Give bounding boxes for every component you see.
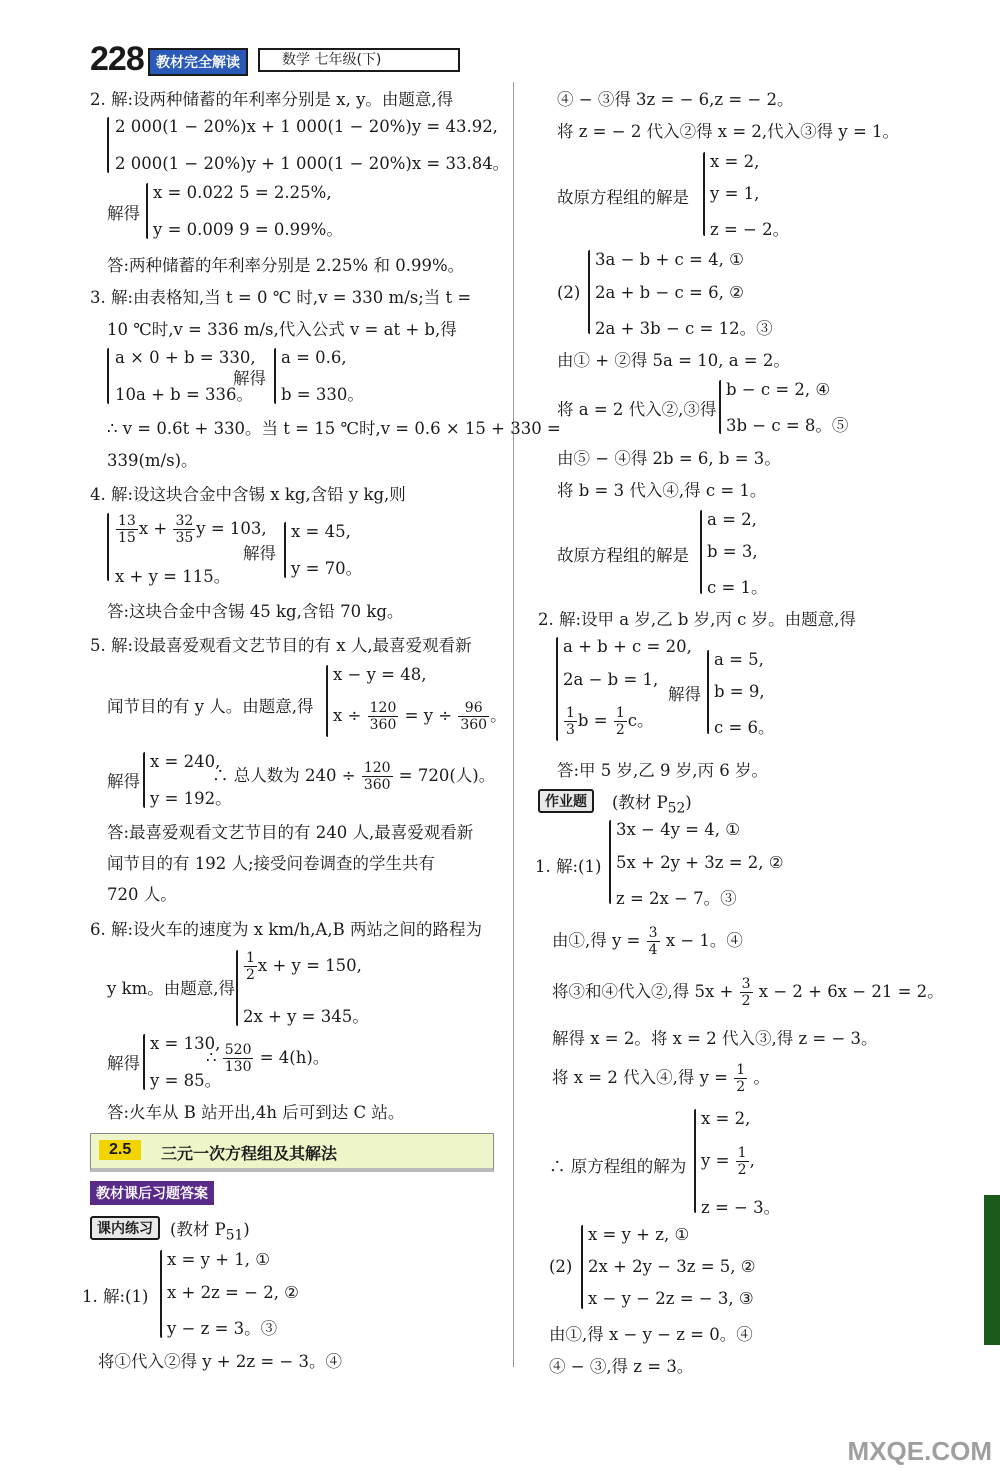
q2-intro: 2. 解:设甲 a 岁,乙 b 岁,丙 c 岁。由题意,得 xyxy=(538,610,856,629)
equation: x + 2z = − 2, ② xyxy=(167,1283,299,1302)
equation: x = y + z, ① xyxy=(588,1225,690,1244)
fraction: $\frac{96}{360}$ xyxy=(460,700,488,733)
brace xyxy=(274,348,276,404)
exercises-tag: 教材课后习题答案 xyxy=(90,1181,214,1205)
fraction: $\frac{3}{2}$ xyxy=(741,976,751,1009)
equation: 2 000(1 − 20%)y + 1 000(1 − 20%)x = 33.84。 xyxy=(115,154,510,173)
problem-label: (2) xyxy=(557,283,581,302)
step: 将 a = 2 代入②,③得 xyxy=(557,400,717,419)
problem-label: 1. 解:(1) xyxy=(82,1287,149,1306)
homework-tag: 作业题 xyxy=(538,789,594,813)
brace xyxy=(703,152,705,236)
page-number: 228 xyxy=(90,40,144,78)
class-practice-tag: 课内练习 xyxy=(90,1216,160,1240)
equation: a + b + c = 20, xyxy=(563,637,692,656)
solution: a = 5, xyxy=(714,650,764,669)
solution: x = 0.022 5 = 2.25%, xyxy=(153,183,332,202)
step: 将①代入②得 y + 2z = − 3。④ xyxy=(98,1352,342,1371)
solution: x = 2, xyxy=(701,1109,751,1128)
step: ④ − ③得 3z = − 6,z = − 2。 xyxy=(557,90,794,109)
step: 将 b = 3 代入④,得 c = 1。 xyxy=(557,481,767,500)
q3-line: 10 ℃时,v = 336 m/s,代入公式 v = at + b,得 xyxy=(107,320,457,339)
fraction: $\frac{120}{360}$ xyxy=(369,700,397,733)
solution: y = 70。 xyxy=(291,559,363,578)
equation: a × 0 + b = 330, xyxy=(115,348,256,367)
equation: 2a + 3b − c = 12。③ xyxy=(595,319,773,338)
fraction: $\frac{1}{2}$ xyxy=(737,1145,747,1178)
solution: y = 0.009 9 = 0.99%。 xyxy=(153,220,343,239)
solution: x = 240, xyxy=(150,752,221,771)
solve-label: 故原方程组的解是 xyxy=(557,188,689,207)
q3-line: ∴ v = 0.6t + 330。当 t = 15 ℃时,v = 0.6 × 15 + 330 = xyxy=(107,419,561,438)
brace xyxy=(694,1109,696,1213)
problem-label: (2) xyxy=(549,1257,573,1276)
solve-label: 解得 xyxy=(107,204,140,223)
answer: 720 人。 xyxy=(107,885,177,904)
equation: 5x + 2y + 3z = 2, ② xyxy=(616,853,784,872)
total-line: ∴ 总人数为 240 ÷ $\frac{120}{360}$ = 720(人)。 xyxy=(212,760,496,793)
step: 将 x = 2 代入④,得 y = $\frac{1}{2}$ 。 xyxy=(552,1062,770,1095)
q3-line: 3. 解:由表格知,当 t = 0 ℃ 时,v = 330 m/s;当 t = xyxy=(90,288,472,307)
equation: 2a − b = 1, xyxy=(563,670,659,689)
equation: $\frac{1}{3}$ b = $\frac{1}{2}$ c。 xyxy=(566,705,654,738)
equation: x ÷ $\frac{120}{360}$ = y ÷ $\frac{96}{360}$ 。 xyxy=(333,700,507,733)
subject-label: 数学 七年级(下) xyxy=(258,48,460,72)
equation: 2a + b − c = 6, ② xyxy=(595,283,744,302)
step: 由⑤ − ④得 2b = 6, b = 3。 xyxy=(557,449,781,468)
problem-label: 1. 解:(1) xyxy=(535,857,602,876)
fraction: $\frac{120}{360}$ xyxy=(363,760,391,793)
brace xyxy=(588,250,590,334)
textbook-ref: (教材 $P_{51}$) xyxy=(170,1220,250,1244)
time-line: ∴ $\frac{520}{130}$ = 4(h)。 xyxy=(206,1042,330,1075)
equation: 10a + b = 336。 xyxy=(115,385,254,404)
brace xyxy=(581,1225,583,1309)
solution: z = − 3。 xyxy=(701,1198,781,1217)
equation: y − z = 3。③ xyxy=(167,1319,278,1338)
brace xyxy=(107,513,109,581)
equation: b − c = 2, ④ xyxy=(726,380,831,399)
solve-label: 解得 xyxy=(243,544,276,563)
fraction: $\frac{1}{2}$ xyxy=(615,705,625,738)
equation: z = 2x − 7。③ xyxy=(616,889,737,908)
textbook-ref: (教材 $P_{52}$) xyxy=(612,793,692,817)
book-title-badge: 教材完全解读 xyxy=(148,48,248,76)
fraction: $\frac{3}{4}$ xyxy=(648,925,658,958)
solution: y = 1, xyxy=(710,184,760,203)
watermark: MXQE.COM xyxy=(847,1436,992,1466)
brace xyxy=(700,510,702,594)
solution: y = $\frac{1}{2}$ , xyxy=(701,1145,755,1178)
answer: 答:这块合金中含锡 45 kg,含铅 70 kg。 xyxy=(107,602,404,621)
brace xyxy=(143,752,145,808)
equation: 2x + 2y − 3z = 5, ② xyxy=(588,1257,756,1276)
brace xyxy=(326,665,328,737)
answer: 答:甲 5 岁,乙 9 岁,丙 6 岁。 xyxy=(557,761,769,780)
answer: 答:两种储蓄的年利率分别是 2.25% 和 0.99%。 xyxy=(107,256,465,275)
fraction: $\frac{1}{3}$ xyxy=(566,705,575,738)
equation: x = y + 1, ① xyxy=(167,1250,271,1269)
solve-label: 解得 xyxy=(107,772,140,791)
answer: 答:火车从 B 站开出,4h 后可到达 C 站。 xyxy=(107,1103,405,1122)
step: 由① + ②得 5a = 10, a = 2。 xyxy=(557,351,790,370)
equation: $\frac{13}{15}$ x + $\frac{32}{35}$ y = 103, xyxy=(118,513,267,546)
answer: 闻节目的有 192 人;接受问卷调查的学生共有 xyxy=(107,854,436,873)
brace xyxy=(556,637,558,741)
q6-line: 6. 解:设火车的速度为 x km/h,A,B 两站之间的路程为 xyxy=(90,920,482,939)
step: 将③和④代入②,得 5x + $\frac{3}{2}$ x − 2 + 6x − 21 = 2。 xyxy=(552,976,944,1009)
brace xyxy=(284,522,286,578)
solution: x = 2, xyxy=(710,152,760,171)
solution: x = 45, xyxy=(291,522,351,541)
solution: b = 330。 xyxy=(281,385,364,404)
solution: c = 1。 xyxy=(707,578,768,597)
step: 由①,得 x − y − z = 0。④ xyxy=(549,1325,753,1344)
solve-label: 解得 xyxy=(233,369,266,388)
fraction: $\frac{32}{35}$ xyxy=(175,513,194,546)
section-number: 2.5 xyxy=(99,1140,141,1160)
brace xyxy=(107,117,109,173)
solution: b = 9, xyxy=(714,682,765,701)
brace xyxy=(160,1250,162,1338)
solve-label: 解得 xyxy=(107,1054,140,1073)
equation: 2x + y = 345。 xyxy=(243,1007,369,1026)
equation: 3b − c = 8。⑤ xyxy=(726,416,849,435)
step: ④ − ③,得 z = 3。 xyxy=(549,1357,694,1376)
brace xyxy=(143,1034,145,1090)
solve-label: 故原方程组的解是 xyxy=(557,546,689,565)
section-title: 三元一次方程组及其解法 xyxy=(161,1144,338,1163)
answer: 答:最喜爱观看文艺节目的有 240 人,最喜爱观看新 xyxy=(107,823,474,842)
equation: x − y = 48, xyxy=(333,665,427,684)
solution: y = 192。 xyxy=(150,789,232,808)
fraction: $\frac{13}{15}$ xyxy=(118,513,136,546)
column-divider xyxy=(513,82,514,1367)
step: 由①,得 y = $\frac{3}{4}$ x − 1。④ xyxy=(552,925,743,958)
step: 解得 x = 2。将 x = 2 代入③,得 z = − 3。 xyxy=(552,1029,878,1048)
brace xyxy=(707,650,709,734)
equation: 3x − 4y = 4, ① xyxy=(616,820,741,839)
solve-label: ∴ 原方程组的解为 xyxy=(549,1157,687,1176)
solution: x = 130, xyxy=(150,1034,221,1053)
q5-line: 闻节目的有 y 人。由题意,得 xyxy=(107,697,314,716)
solution: b = 3, xyxy=(707,542,758,561)
solution: y = 85。 xyxy=(150,1071,222,1090)
equation: $\frac{1}{2}$ x + y = 150, xyxy=(246,950,362,983)
fraction: $\frac{520}{130}$ xyxy=(224,1042,252,1075)
solution: c = 6。 xyxy=(714,718,775,737)
solution: a = 0.6, xyxy=(281,348,347,367)
brace xyxy=(107,348,109,404)
brace xyxy=(609,820,611,904)
q6-line: y km。由题意,得 xyxy=(107,979,235,998)
brace xyxy=(146,183,148,239)
q2-intro: 2. 解:设两种储蓄的年利率分别是 x, y。由题意,得 xyxy=(90,90,454,109)
equation: x − y − 2z = − 3, ③ xyxy=(588,1289,754,1308)
q5-line: 5. 解:设最喜爱观看文艺节目的有 x 人,最喜爱观看新 xyxy=(90,636,472,655)
fraction: $\frac{1}{2}$ xyxy=(246,950,255,983)
section-heading xyxy=(90,1133,494,1172)
equation: x + y = 115。 xyxy=(115,567,231,586)
solution: z = − 2。 xyxy=(710,220,790,239)
equation: 3a − b + c = 4, ① xyxy=(595,250,744,269)
equation: 2 000(1 − 20%)x + 1 000(1 − 20%)y = 43.92, xyxy=(115,117,498,136)
step: 将 z = − 2 代入②得 x = 2,代入③得 y = 1。 xyxy=(557,122,900,141)
page-header xyxy=(90,40,440,78)
page-edge-tab xyxy=(984,1195,1000,1345)
solution: a = 2, xyxy=(707,510,757,529)
q4-intro: 4. 解:设这块合金中含锡 x kg,含铅 y kg,则 xyxy=(90,485,406,504)
fraction: $\frac{1}{2}$ xyxy=(736,1062,746,1095)
brace xyxy=(236,950,238,1026)
solve-label: 解得 xyxy=(668,685,701,704)
q3-line: 339(m/s)。 xyxy=(107,451,198,470)
brace xyxy=(719,380,721,434)
